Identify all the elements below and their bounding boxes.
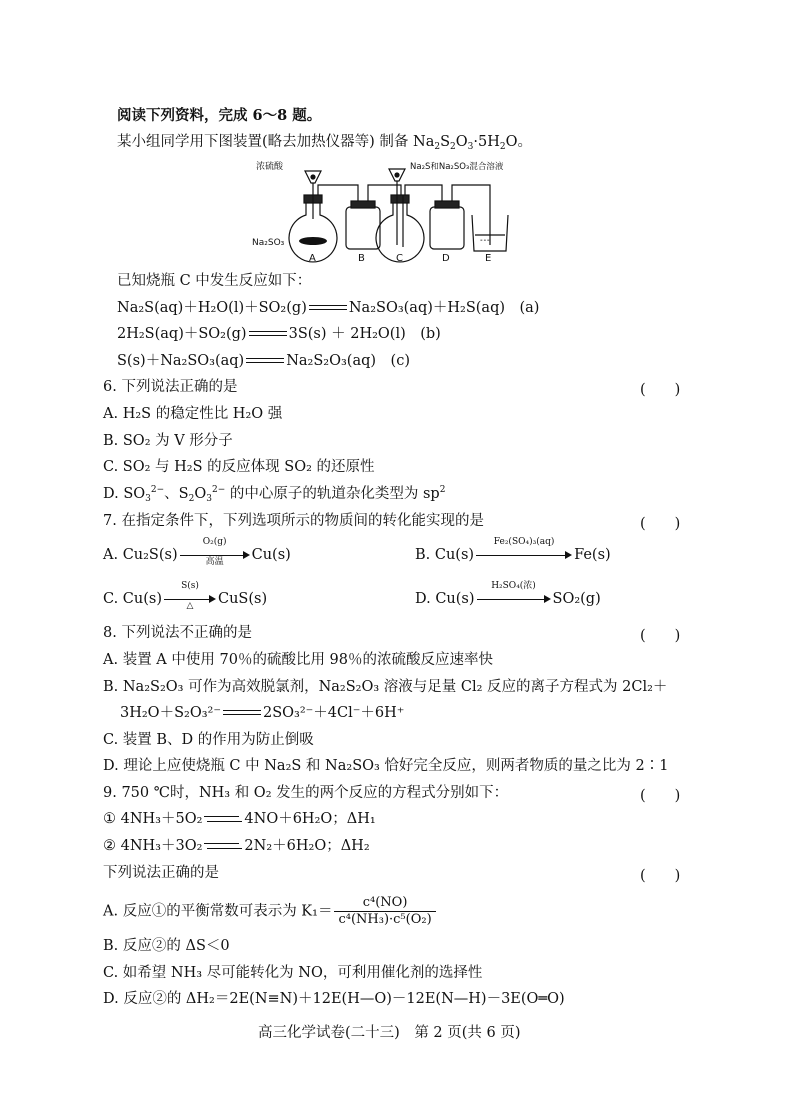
q9-reaction-2: ② 4NH₃＋3O₂ 2N₂＋6H₂O；ΔH₂ xyxy=(103,838,370,854)
q7-a-arrow: O₂(g) 高温 xyxy=(180,548,250,562)
page-footer: 高三化学试卷(二十三) 第 2 页(共 6 页) xyxy=(258,1025,521,1041)
setup-text: 某小组同学用下图装置(略去加热仪器等) 制备 $Na_2S_2O_3\cdot 5H_2O$。 xyxy=(117,134,533,152)
q8-stem: 8. 下列说法不正确的是 xyxy=(103,625,252,641)
q6-option-d: D. $SO_3^{2-}$、$S_2O_3^{2-}$ 的中心原子的轨道杂化类型为 $sp^2$ xyxy=(103,485,446,504)
q9-stem: 9. 750 ℃时，NH₃ 和 O₂ 发生的两个反应的方程式分别如下： xyxy=(103,785,509,801)
svg-text:C: C xyxy=(396,253,403,264)
known-lead: 已知烧瓶 C 中发生反应如下： xyxy=(117,273,312,289)
equation-a: Na₂S(aq)＋H₂O(l)＋SO₂(g) Na₂SO₃(aq)＋H₂S(aq) (a) xyxy=(117,300,540,316)
q8-answer-paren: ( ) xyxy=(640,628,681,644)
q7-option-b: B. Cu(s) Fe₂(SO₄)₃(aq) Fe(s) xyxy=(415,537,611,563)
equation-b: 2H₂S(aq)＋SO₂(g) 3S(s) ＋ 2H₂O(l) (b) xyxy=(117,326,441,342)
q6-option-a: A. H₂S 的稳定性比 H₂O 强 xyxy=(103,406,283,422)
q7-d-arrow: H₂SO₄(浓) xyxy=(477,592,551,606)
svg-text:Na₂S和Na₂SO₃混合溶液: Na₂S和Na₂SO₃混合溶液 xyxy=(410,162,504,172)
q6-answer-paren: ( ) xyxy=(640,382,681,398)
q8-option-b-line2: 3H₂O＋S₂O₃²⁻ 2SO₃²⁻＋4Cl⁻＋6H⁺ xyxy=(120,705,405,721)
q7-option-d: D. Cu(s) H₂SO₄(浓) SO₂(g) xyxy=(415,581,601,607)
equation-c: S(s)＋Na₂SO₃(aq) Na₂S₂O₃(aq) (c) xyxy=(117,353,410,369)
svg-text:Na₂SO₃: Na₂SO₃ xyxy=(252,238,285,248)
svg-text:≡ ≡ ≡: ≡ ≡ ≡ xyxy=(480,238,490,242)
q9-option-d: D. 反应②的 ΔH₂＝2E(N≡N)＋12E(H—O)－12E(N—H)－3E(O═O) xyxy=(103,991,565,1007)
q6-option-b: B. SO₂ 为 V 形分子 xyxy=(103,433,233,449)
q9-answer-paren: ( ) xyxy=(640,788,681,804)
reading-heading: 阅读下列资料，完成 6～8 题。 xyxy=(117,107,322,124)
q9-reaction-1: ① 4NH₃＋5O₂ 4NO＋6H₂O；ΔH₁ xyxy=(103,811,376,827)
q7-answer-paren: ( ) xyxy=(640,516,681,532)
q9-answer-paren-2: ( ) xyxy=(640,868,681,884)
equilibrium-constant-fraction: $\frac{\text{c⁴(NO)}}{\text{c⁴(NH₃)·c⁵(O₂)}}$ xyxy=(334,895,435,928)
q6-stem: 6. 下列说法正确的是 xyxy=(103,379,238,395)
q8-option-a: A. 装置 A 中使用 70％的硫酸比用 98％的浓硫酸反应速率快 xyxy=(103,652,493,668)
q7-c-arrow: S(s) △ xyxy=(164,592,216,606)
q9-option-c: C. 如希望 NH₃ 尽可能转化为 NO，可利用催化剂的选择性 xyxy=(103,965,483,981)
q8-option-c: C. 装置 B、D 的作用为防止倒吸 xyxy=(103,732,314,748)
svg-text:D: D xyxy=(442,253,450,264)
q7-option-c: C. Cu(s) S(s) △ CuS(s) xyxy=(103,581,268,611)
q8-option-b-line1: B. Na₂S₂O₃ 可作为高效脱氯剂，Na₂S₂O₃ 溶液与足量 Cl₂ 反应的离子方程式为 2Cl₂＋ xyxy=(103,679,668,695)
q7-stem: 7. 在指定条件下，下列选项所示的物质间的转化能实现的是 xyxy=(103,513,484,529)
svg-text:浓硫酸: 浓硫酸 xyxy=(256,162,284,172)
q7-b-arrow: Fe₂(SO₄)₃(aq) xyxy=(476,548,572,562)
apparatus-diagram xyxy=(250,155,550,267)
svg-text:E: E xyxy=(485,253,492,264)
svg-text:B: B xyxy=(358,253,365,264)
svg-text:A: A xyxy=(309,253,316,264)
q7-option-a: A. Cu₂S(s) O₂(g) 高温 Cu(s) xyxy=(103,537,291,567)
q9-sub-stem: 下列说法正确的是 xyxy=(103,865,219,881)
q9-option-b: B. 反应②的 ΔS＜0 xyxy=(103,938,230,954)
q6-option-c: C. SO₂ 与 H₂S 的反应体现 SO₂ 的还原性 xyxy=(103,459,375,475)
q9-option-a: A. 反应①的平衡常数可表示为 K₁＝ $\frac{\text{c⁴(NO)}}{\text{c⁴(NH₃)·c⁵(O₂)}}$ xyxy=(103,895,436,928)
q8-option-d: D. 理论上应使烧瓶 C 中 Na₂S 和 Na₂SO₃ 恰好完全反应，则两者物质的量之比为 2∶1 xyxy=(103,758,669,774)
